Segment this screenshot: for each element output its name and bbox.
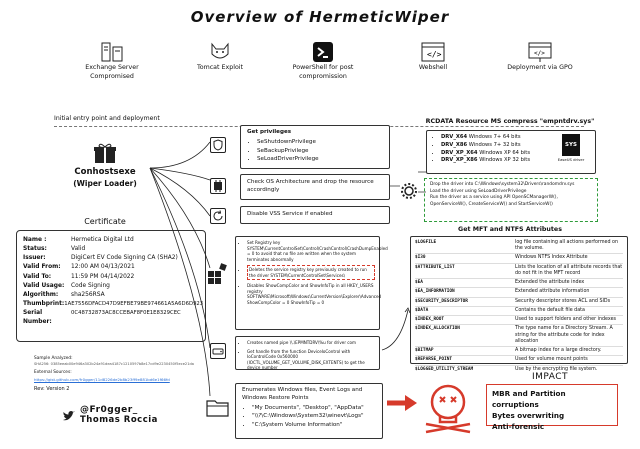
svg-text:</>: </>: [534, 50, 545, 57]
driver-item: • DRV_XP_X64 Windows XP 64 bits: [441, 150, 553, 158]
shield-icon: [210, 137, 226, 153]
cpu-icon: [210, 178, 226, 194]
loader: [60, 142, 150, 188]
vector-powershell: [278, 40, 368, 81]
author-handle: @Fr0gger_: [80, 405, 138, 415]
enumerate-step: [235, 383, 383, 439]
gpo-icon: [526, 40, 554, 64]
os-check-step: Check OS Architecture and drop the resource accordingly: [240, 174, 390, 200]
tomcat-icon: [206, 40, 234, 64]
vector-gpo: [490, 40, 590, 73]
cert-row: Name : Hermetica Digital Ltd: [23, 237, 134, 243]
exchange-server-icon: [98, 40, 126, 64]
revision: Rev: Version 2: [34, 386, 70, 393]
registry-item: • Deletes the service registry key previously created to run the driver SYSTEM\CurrentControlSet\Services\: [247, 265, 375, 280]
refresh-icon: [210, 208, 226, 224]
impact-item: Bytes overwriting: [492, 411, 565, 421]
external-label: External Sources:: [34, 370, 72, 376]
loader-name: Conhostsexe: [74, 167, 136, 177]
vss-step: Disable VSS Service if enabled: [240, 206, 390, 224]
driver-item: • DRV_XP_X86 Windows XP 32 bits: [441, 157, 553, 165]
drop-driver-box: [424, 178, 598, 222]
ntfs-row: $DATA Contains the default file data: [415, 307, 623, 316]
ntfs-row: $LOGFILE log file containing all actions performed on the volume.: [415, 239, 623, 254]
sample-label: Sample Analyzed:: [34, 356, 73, 361]
twitter-icon: [62, 408, 76, 422]
ntfs-row: $EA Extended the attribute index: [415, 279, 623, 288]
powershell-icon: [309, 40, 337, 64]
ntfs-row: $I30 Windows NTFS Index Attribute: [415, 254, 623, 263]
certificate-heading: Certificate: [84, 217, 126, 226]
cert-row: Valid To: 11:59 PM 04/14/2022: [23, 273, 135, 280]
page-title: Overview of HermeticWiper: [190, 8, 450, 26]
vector-label: PowerShell for post compromission: [292, 64, 354, 80]
entry-label: Initial entry point and deployment: [54, 115, 160, 122]
vector-label: Deployment via GPO: [507, 64, 573, 71]
privilege-item: • SeBackupPrivilege: [257, 148, 383, 156]
ntfs-row: $ATTRIBUTE_LIST Lists the location of all attribute records that do not fit in the MFT record: [415, 264, 623, 279]
impact-item: Anti-forensic: [492, 422, 545, 432]
ntfs-row: $INDEX_ROOT Used to support folders and other indexes: [415, 316, 623, 325]
registry-item: • Disables ShowCompColor and ShowInfoTip in all HKEY_USERS registry SOFTWARE\Microsoft\Windows\CurrentVersion\Explorer\Advanced ShowCompColor = 0 ShowInfoTip = 0: [247, 283, 375, 305]
vector-exchange: [72, 40, 152, 81]
impact-box: [486, 384, 618, 432]
vector-webshell: [398, 40, 468, 73]
named-pipe-item: • Creates named pipe \\.\EPMNTDRV\%u for driver com: [247, 340, 375, 346]
rcdata-drivers: [426, 130, 596, 174]
rcdata-connector: [388, 168, 428, 228]
drop-line: Load the driver using SeLoadDriverPrivilege: [430, 188, 527, 194]
cert-row: Thumbprint: 1AE7556DFACD47D9EFBE79BE974661A5A6D6D923: [23, 300, 204, 307]
sample-hash: SHA256: 0385eeab00e946a302b24a91dea4187c1210597b8e17cd9e2230450f5ece21da: [34, 362, 194, 367]
ntfs-title: Get MFT and NTFS Attributes: [458, 226, 562, 233]
ntfs-row: $BITMAP A bitmap index for a large directory.: [415, 347, 623, 356]
privileges-title: Get privileges: [247, 129, 292, 135]
impact-item: MBR and Partition corruptions: [492, 389, 566, 410]
cert-row: Valid Usage: Code Signing: [23, 282, 110, 289]
cert-row: Serial Number: 0C48732873AC8CCEBAF8F0E1E8329CEC: [23, 310, 181, 326]
author-name: Thomas Roccia: [80, 415, 158, 425]
registry-step: [235, 236, 388, 330]
enumerate-item: • "My Documents", "Desktop", "AppData": [252, 405, 376, 413]
registry-icon: [206, 263, 228, 285]
privilege-item: • SeShutdownPrivilege: [257, 139, 383, 147]
ntfs-row: $INDEX_ALLOCATION The type name for a Directory Stream. A string for the attribute code for index allocation: [415, 325, 623, 347]
enumerate-title: Enumerates Windows files, Event Logs and Windows Restore Points: [242, 387, 363, 401]
external-link[interactable]: https://gist.github.com/fr0gger/11d8226de2b8b23ff9e881bd6e1f66fd: [34, 376, 170, 382]
privilege-item: • SeLoadDriverPrivilege: [257, 156, 383, 164]
vector-label: Exchange Server Compromised: [85, 64, 139, 80]
ntfs-row: $SECURITY_DESCRIPTOR Security descriptor stores ACL and SIDs: [415, 298, 623, 307]
vector-label: Webshell: [418, 64, 448, 71]
named-pipe-item: • Get handle from the function DeviceIoControl with IoControlCode 0x560000 (IOCTL_VOLUME_GET_VOLUME_DISK_EXTENTS) to get the device number: [247, 349, 375, 371]
enumerate-item: • "\\?\C:\Windows\System32\winevt\Logs": [252, 413, 376, 421]
drop-line: Run the driver as a service using API OpenSCManagerW(), OpenServiceW(), CreateServiceW() and StartServiceW(): [430, 195, 558, 207]
driver-item: • DRV_X86 Windows 7+ 32 bits: [441, 142, 553, 150]
ntfs-connector: [380, 300, 412, 360]
folder-icon: [206, 398, 230, 418]
ntfs-table: [410, 236, 628, 372]
disk-icon: [210, 343, 226, 359]
named-pipe-step: [235, 336, 380, 370]
skull-icon: [420, 378, 476, 434]
rcdata-title: RCDATA Resource MS compress "empntdrv.sys": [425, 118, 595, 125]
driver-item: • DRV_X64 Windows 7+ 64 bits: [441, 134, 553, 142]
cert-row: Issuer: DigiCert EV Code Signing CA (SHA2): [23, 255, 178, 262]
loader-subtitle: (Wiper Loader): [73, 179, 137, 188]
vector-label: Tomcat Exploit: [196, 64, 244, 71]
impact-arrow: [385, 392, 419, 414]
ntfs-row: $EA_INFORMATION Extended attribute information: [415, 288, 623, 297]
easeus-label: EaseUS driver: [557, 157, 585, 162]
sys-file-icon: SYS: [562, 134, 580, 156]
svg-text:</>: </>: [427, 50, 442, 59]
enumerate-item: • "C:\System Volume Information": [252, 422, 376, 430]
registry-item: • Set Registry key SYSTEM\CurrentControlSet\Control\CrashControl\CrashDumpEnabled = 0 to avoid that no file are written when the system terminates abnormally: [247, 240, 375, 262]
webshell-icon: [419, 40, 447, 64]
gift-icon: [93, 142, 117, 164]
vector-tomcat: [180, 40, 260, 73]
ntfs-row: $LOGGED_UTILITY_STREAM Use by the encrypting file system.: [415, 366, 598, 372]
cert-row: Algorithm: sha256RSA: [23, 291, 105, 298]
privileges-step: [240, 125, 390, 169]
drop-line: Drop the driver into C:\Windows\system32\Drivers\randomdrv.sys: [430, 182, 575, 187]
cert-row: Status: Valid: [23, 246, 86, 253]
ntfs-row: $REPARSE_POINT Used for volume mount points: [415, 356, 623, 365]
cert-row: Valid From: 12:00 AM 04/13/2021: [23, 264, 135, 271]
impact-title: IMPACT: [532, 372, 569, 382]
